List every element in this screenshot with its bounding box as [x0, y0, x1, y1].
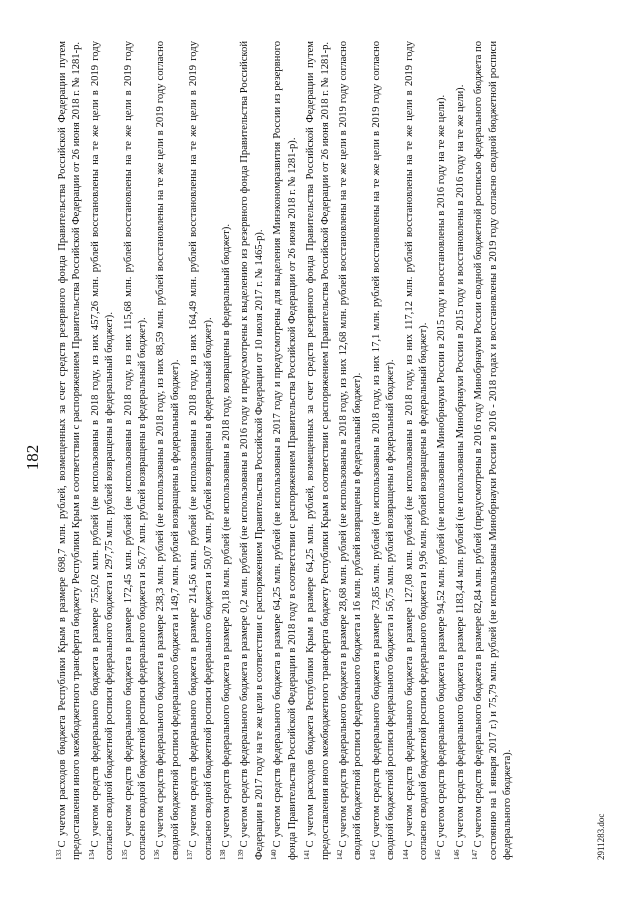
footnote-number: 142 [335, 849, 344, 860]
footnote-text: С учетом расходов бюджета Республики Крым в размере 64,25 млн. рублей, возмещенных за счет средств резервного фонда Правительства Российской Федерации путем предоставления иного межбюджетного трансферта бюджету Республики Крым в соответствии с распоряжением Правительства Российской Федерации от 26 июня 2018 г. № 1281-р. [305, 41, 331, 860]
footnote [468, 41, 515, 860]
footnote-number: 144 [401, 849, 410, 860]
footnote-text: С учетом средств федерального бюджета в размере 64,25 млн. рублей (не использованы в 2017 году и предусмотрены для выделения Минэкономразвития России из резервного фонда Правительства Российской Федерации в 2018 году в соответствии с распоряжением Правительства Российской Федерации от 26 июня 2018 г. № 1281-р). [272, 41, 298, 860]
footnote-number: 140 [270, 849, 279, 860]
document-code: 2911283.doc [596, 813, 606, 860]
footnote-number: 146 [452, 849, 461, 860]
footnote [216, 41, 234, 860]
footnote-text: С учетом средств федерального бюджета в размере 0,2 млн. рублей (не использованы в 2016 году и предусмотрены к выделению из резервного фонда Правительства Российской Федерации в 2017 году на те же цели в соответствии с распоряжением Правительства Российской Федерации от 10 июля 2017 г. № 1465-р). [239, 41, 265, 860]
footnote [333, 41, 366, 860]
footnote-text: С учетом средств федерального бюджета в размере 82,84 млн. рублей (предусмотрены в 2016 году Минобрнауки России сводной бюджетной росписью федерального бюджета по состоянию на 1 января 2017 г.) и 75,79 млн. рублей (не использованы Минобрнауки России в 2016 - 2018 годах и восстановлены в 2019 году согласно сводной бюджетной росписи федерального бюджета). [473, 41, 513, 860]
footnote-text: С учетом расходов бюджета Республики Крым в размере 698,7 млн. рублей, возмещенных за счет средств резервного фонда Правительства Российской Федерации путем предоставления иного межбюджетного трансферта бюджету Республики Крым в соответствии с распоряжением Правительства Российской Федерации от 26 июня 2018 г. № 1281-р. [57, 41, 83, 860]
footnote [366, 41, 399, 860]
footnote-number: 141 [303, 849, 312, 860]
rotated-page-content [22, 35, 607, 880]
footnote [52, 41, 85, 860]
footnote-text: С учетом средств федерального бюджета в размере 73,85 млн. рублей (не использованы в 2018 году, из них 17,1 млн. рублей восстановлены на те же цели в 2019 году согласно сводной бюджетной росписи федерального бюджета и 56,75 млн. рублей возвращены в федеральный бюджет). [370, 41, 397, 860]
footnote-number: 143 [368, 849, 377, 860]
footnote [85, 41, 118, 860]
footnote-text: С учетом средств федерального бюджета в размере 28,68 млн. рублей (не использованы в 2018 году, из них 12,68 млн. рублей восстановлены на те же цели в 2019 году согласно сводной бюджетной росписи федерального бюджета и 16 млн. рублей возвращены в федеральный бюджет). [337, 41, 364, 860]
page-number: 182 [23, 444, 42, 471]
footnote-number: 136 [153, 849, 162, 860]
footnote-number: 145 [434, 849, 443, 860]
footnote-number: 138 [219, 849, 228, 860]
footnote-text: С учетом средств федерального бюджета в размере 238,3 млн. рублей (не использованы в 2018 году, из них 88,59 млн. рублей восстановлены на те же цели в 2019 году согласно сводной бюджетной росписи федерального бюджета и 149,7 млн. рублей возвращены в федеральный бюджет). [155, 41, 181, 860]
footnote [150, 41, 183, 860]
footnote [399, 41, 432, 860]
footnote-number: 139 [237, 849, 246, 860]
footnote-text: С учетом средств федерального бюджета в размере 20,18 млн. рублей (не использованы в 2018 году, возвращены в федеральный бюджет). [221, 223, 233, 848]
footnote [450, 41, 468, 860]
footnote-text: С учетом средств федерального бюджета в размере 214,56 млн. рублей (не использованы в 2018 году, из них 164,49 млн. рублей восстановлены на те же цели в 2019 году согласно сводной бюджетной росписи федерального бюджета и 50,07 млн. рублей возвращены в федеральный бюджет). [188, 41, 214, 860]
footnote [234, 41, 267, 860]
footnotes-list [52, 41, 515, 860]
footnote-number: 135 [120, 849, 129, 860]
footnote-text: С учетом средств федерального бюджета в размере 1183,44 млн. рублей (не использованы Минобрнауки России в 2015 году и восстановлены в 2016 году на те же цели). [454, 84, 466, 848]
footnote-number: 133 [55, 849, 63, 860]
footnote-text: С учетом средств федерального бюджета в размере 172,45 млн. рублей (не использованы в 2018 году, из них 115,68 млн. рублей восстановлены на те же цели в 2019 году согласно сводной бюджетной росписи федерального бюджета и 56,77 млн. рублей возвращены в федеральный бюджет). [122, 41, 149, 860]
footnote [183, 41, 216, 860]
footnote [118, 41, 151, 860]
footnote-number: 137 [186, 849, 195, 860]
footnote-text: С учетом средств федерального бюджета в размере 755,02 млн. рублей (не использованы в 2018 году, из них 457,26 млн. рублей восстановлены на те же цели в 2019 году согласно сводной бюджетной росписи федерального бюджета и 297,75 млн. рублей возвращены в федеральный бюджет). [89, 41, 116, 860]
footnote [300, 41, 333, 860]
footnote-text: С учетом средств федерального бюджета в размере 127,08 млн. рублей (не использованы в 2018 году, из них 117,12 млн. рублей восстановлены на те же цели в 2019 году согласно сводной бюджетной росписи федерального бюджета и 9,96 млн. рублей возвращены в федеральный бюджет). [403, 41, 429, 860]
footnote [267, 41, 300, 860]
footnote-text: С учетом средств федерального бюджета в размере 94,52 млн. рублей (не использованы Минобрнауки России в 2015 году и восстановлены в 2016 году на те же цели). [436, 94, 448, 848]
footnote-number: 134 [87, 849, 96, 860]
footnote [431, 41, 449, 860]
footnote-number: 147 [471, 849, 480, 860]
